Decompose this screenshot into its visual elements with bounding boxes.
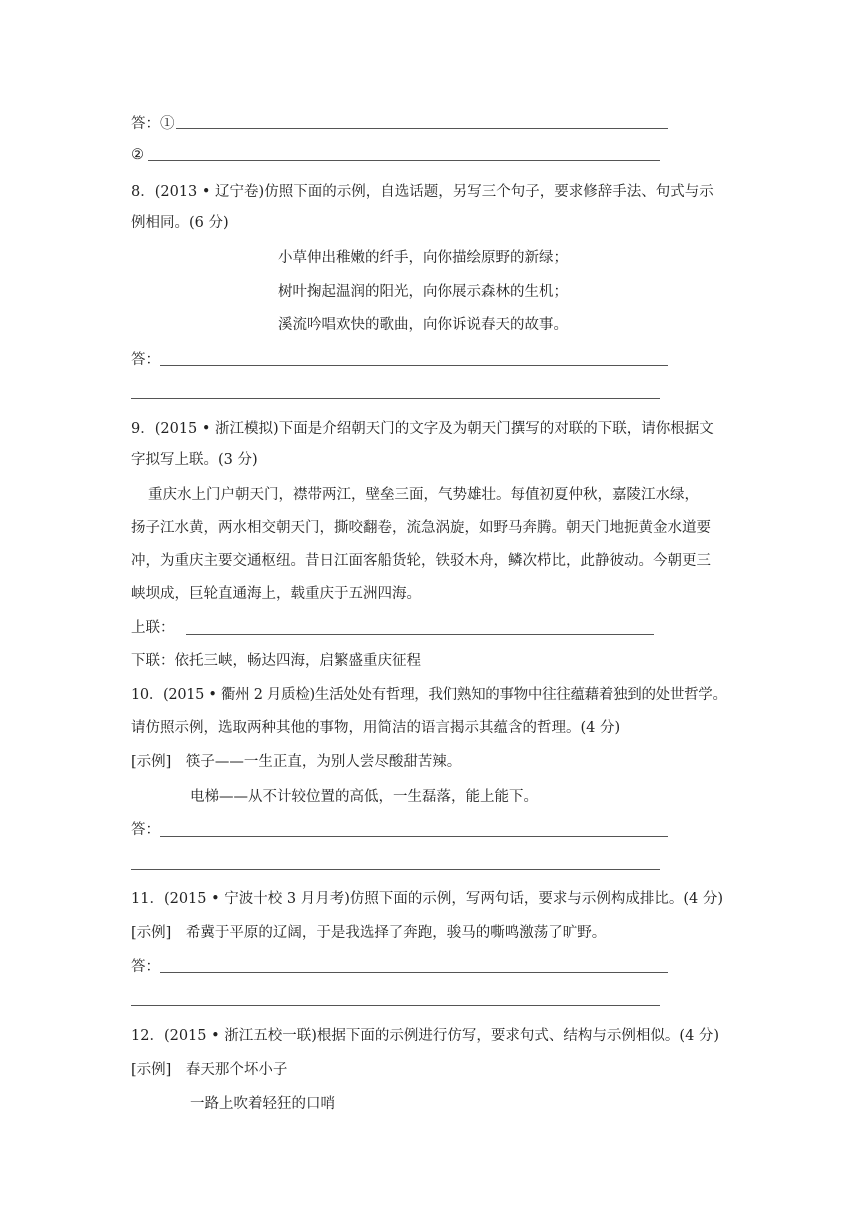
q11-stem: 11．(2015 • 宁波十校 3 月月考)仿照下面的示例，写两句话，要求与示例构成排比。(4 分): [131, 891, 724, 907]
q11-answer-blank[interactable]: [160, 972, 668, 973]
q8-poem-line: 小草伸出稚嫩的纤手，向你描绘原野的新绿；: [278, 250, 568, 266]
q10-answer-blank[interactable]: [160, 836, 668, 837]
q12-stem: 12．(2015 • 浙江五校一联)根据下面的示例进行仿写，要求句式、结构与示例相似。(4 分): [131, 1028, 720, 1044]
q11-example: [示例] 希冀于平原的辽阔，于是我选择了奔跑，骏马的嘶鸣激荡了旷野。: [131, 925, 607, 941]
q11-answer-label: 答：: [131, 959, 160, 975]
q9-stem-line2: 字拟写上联。(3 分): [131, 452, 258, 468]
answer-1-blank[interactable]: [176, 128, 668, 129]
q8-stem-line1: 8．(2013 • 辽宁卷)仿照下面的示例，自选话题，另写三个句子，要求修辞手法、句式与示: [131, 184, 714, 200]
q8-answer-label: 答：: [131, 352, 160, 368]
q8-stem-line2: 例相同。(6 分): [131, 215, 229, 231]
q9-lower-couplet: 下联：依托三峡，畅达四海，启繁盛重庆征程: [131, 653, 421, 669]
q10-example-1: [示例] 筷子——一生正直，为别人尝尽酸甜苦辣。: [131, 754, 462, 770]
q12-example-2: 一路上吹着轻狂的口哨: [190, 1096, 335, 1112]
q9-paragraph-line: 扬子江水黄，两水相交朝天门，撕咬翻卷，流急涡旋，如野马奔腾。朝天门地扼黄金水道要: [131, 520, 711, 536]
q9-paragraph-line: 重庆水上门户朝天门，襟带两江，壁垒三面，气势雄壮。每值初夏仲秋，嘉陵江水绿，: [148, 487, 699, 503]
q9-upper-couplet-blank[interactable]: [186, 634, 654, 635]
q8-poem-line: 溪流吟唱欢快的歌曲，向你诉说春天的故事。: [278, 317, 568, 333]
q8-poem-line: 树叶掬起温润的阳光，向你展示森林的生机；: [278, 284, 568, 300]
answer-1-label: 答：①: [131, 116, 175, 132]
answer-2-blank[interactable]: [148, 160, 660, 161]
q9-paragraph-line: 冲，为重庆主要交通枢纽。昔日江面客船货轮，铁驳木舟，鳞次栉比，此静彼动。今朝更三: [131, 553, 711, 569]
q10-stem-line1: 10．(2015 • 衢州 2 月质检)生活处处有哲理，我们熟知的事物中往往蕴藉着独到的处世哲学。: [131, 687, 727, 703]
q10-answer-blank[interactable]: [131, 869, 660, 870]
q12-example-1: [示例] 春天那个坏小子: [131, 1062, 288, 1078]
q11-answer-blank[interactable]: [131, 1005, 660, 1006]
q10-example-2: 电梯——从不计较位置的高低，一生磊落，能上能下。: [190, 789, 538, 805]
q8-answer-blank[interactable]: [160, 365, 668, 366]
q10-stem-line2: 请仿照示例，选取两种其他的事物，用简洁的语言揭示其蕴含的哲理。(4 分): [131, 720, 621, 736]
answer-2-label: ②: [131, 147, 144, 163]
q10-answer-label: 答：: [131, 822, 160, 838]
q8-answer-blank[interactable]: [131, 398, 660, 399]
q9-stem-line1: 9．(2015 • 浙江模拟)下面是介绍朝天门的文字及为朝天门撰写的对联的下联，请你根据文: [131, 421, 714, 437]
q9-paragraph-line: 峡坝成，巨轮直通海上，载重庆于五洲四海。: [131, 586, 421, 602]
q9-upper-couplet-label: 上联：: [131, 620, 175, 636]
